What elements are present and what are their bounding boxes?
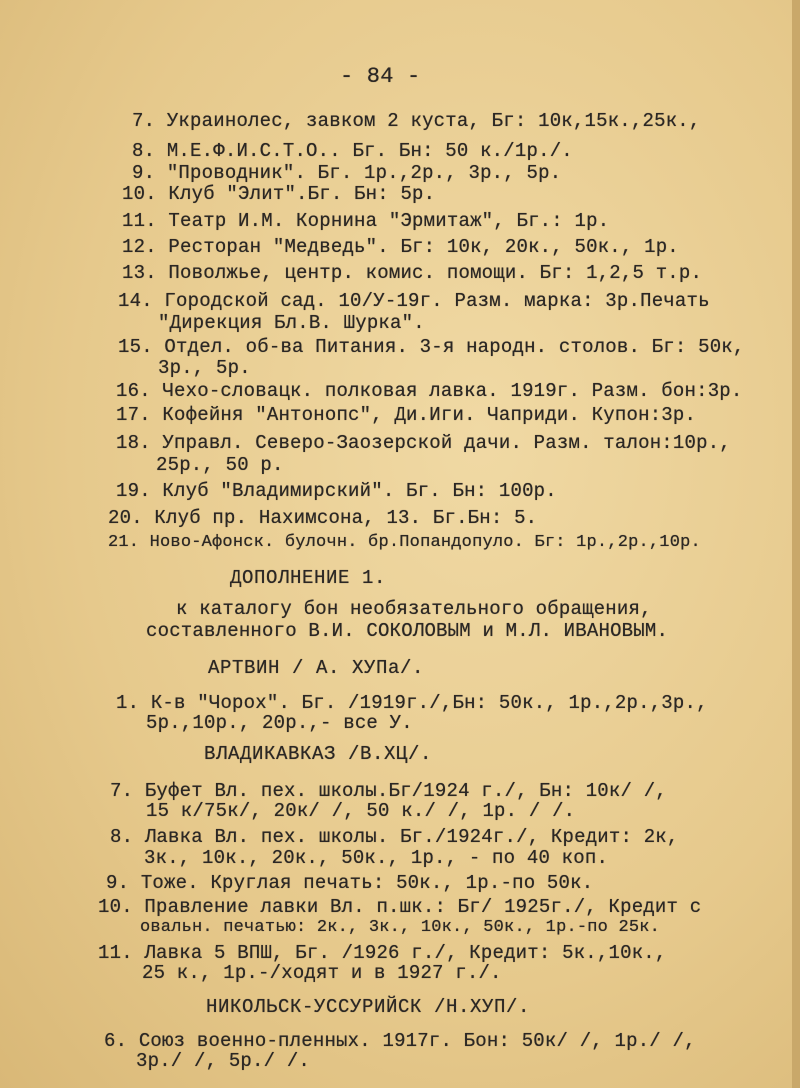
entry-17: 17. Кофейня "Антонопс", Ди.Иги. Чаприди. Купон:3р. (116, 404, 697, 426)
entry-19: 19. Клуб "Владимирский". Бг. Бн: 100р. (116, 480, 557, 502)
section-vlad-entry-9: 9. Тоже. Круглая печать: 50к., 1р.-по 50к. (106, 872, 594, 894)
entry-15: 15. Отдел. об-ва Питания. 3-я народн. столов. Бг: 50к, (118, 336, 745, 358)
entry-14-cont: "Дирекция Бл.В. Шурка". (158, 312, 425, 334)
section-vlad-entry-10-cont: овальн. печатью: 2к., 3к., 10к., 50к., 1р.-по 25к. (140, 918, 661, 937)
section-nikolsk-entry-6: 6. Союз военно-пленных. 1917г. Бон: 50к/ /, 1р./ /, (104, 1030, 696, 1052)
entry-14: 14. Городской сад. 10/У-19г. Разм. марка: 3р.Печать (118, 290, 710, 312)
section-vlad-entry-8: 8. Лавка Вл. пех. школы. Бг./1924г./, Кредит: 2к, (110, 826, 679, 848)
section-artvin-entry-1: 1. К-в "Чорох". Бг. /1919г./,Бн: 50к., 1р.,2р.,3р., (116, 692, 708, 714)
entry-13: 13. Поволжье, центр. комис. помощи. Бг: 1,2,5 т.р. (122, 262, 703, 284)
entry-15-cont: 3р., 5р. (158, 357, 251, 379)
page-edge (792, 0, 800, 1088)
page-number: - 84 - (340, 64, 421, 89)
supplement-subtitle-2: составленного В.И. СОКОЛОВЫМ и М.Л. ИВАНОВЫМ. (146, 620, 669, 642)
entry-10: 10. Клуб "Элит".Бг. Бн: 5р. (122, 183, 436, 205)
section-vlad-entry-7: 7. Буфет Вл. пех. школы.Бг/1924 г./, Бн: 10к/ /, (110, 780, 667, 802)
section-vlad-entry-11-cont: 25 к., 1р.-/ходят и в 1927 г./. (142, 962, 502, 984)
section-artvin-entry-1-cont: 5р.,10р., 20р.,- все У. (146, 712, 413, 734)
entry-8: 8. М.Е.Ф.И.С.Т.О.. Бг. Бн: 50 к./1р./. (132, 140, 573, 162)
supplement-title: ДОПОЛНЕНИЕ 1. (230, 567, 387, 589)
section-vlad-entry-7-cont: 15 к/75к/, 20к/ /, 50 к./ /, 1р. / /. (146, 800, 576, 822)
entry-20: 20. Клуб пр. Нахимсона, 13. Бг.Бн: 5. (108, 507, 538, 529)
section-heading-vladikavkaz: ВЛАДИКАВКАЗ /В.ХЦ/. (204, 743, 433, 765)
section-vlad-entry-11: 11. Лавка 5 ВПШ, Бг. /1926 г./, Кредит: 5к.,10к., (98, 942, 667, 964)
entry-11: 11. Театр И.М. Корнина "Эрмитаж", Бг.: 1р. (122, 210, 610, 232)
section-heading-nikolsk: НИКОЛЬСК-УССУРИЙСК /Н.ХУП/. (206, 996, 531, 1018)
entry-7: 7. Украинолес, завком 2 куста, Бг: 10к,15к.,25к., (132, 110, 701, 132)
entry-12: 12. Ресторан "Медведь". Бг: 10к, 20к., 50к., 1р. (122, 236, 679, 258)
section-nikolsk-entry-6-cont: 3р./ /, 5р./ /. (136, 1050, 311, 1072)
entry-18-cont: 25р., 50 р. (156, 454, 284, 476)
entry-9: 9. "Проводник". Бг. 1р.,2р., 3р., 5р. (132, 162, 562, 184)
entry-18: 18. Управл. Северо-Заозерской дачи. Разм. талон:10р., (116, 432, 731, 454)
entry-21: 21. Ново-Афонск. булочн. бр.Попандопуло. Бг: 1р.,2р.,10р. (108, 533, 701, 552)
section-heading-artvin: АРТВИН / А. ХУПа/. (208, 657, 425, 679)
supplement-subtitle-1: к каталогу бон необязательного обращения, (176, 598, 652, 620)
section-vlad-entry-8-cont: 3к., 10к., 20к., 50к., 1р., - по 40 коп. (144, 847, 609, 869)
entry-16: 16. Чехо-словацк. полковая лавка. 1919г. Разм. бон:3р. (116, 380, 743, 402)
section-vlad-entry-10: 10. Правление лавки Вл. п.шк.: Бг/ 1925г./, Кредит с (98, 896, 702, 918)
